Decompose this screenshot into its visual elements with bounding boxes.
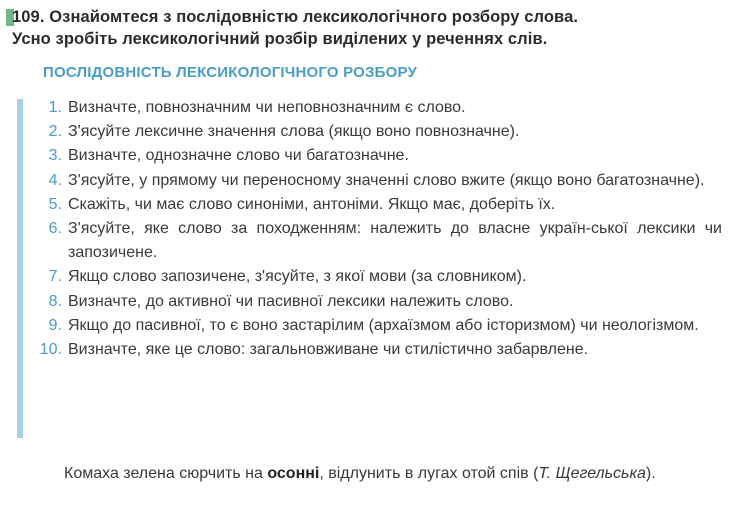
step-number: 3.: [48, 147, 62, 165]
step-text: Визначте, однозначне слово чи багатозначне.: [68, 147, 409, 165]
section-title: ПОСЛІДОВНІСТЬ ЛЕКСИКОЛОГІЧНОГО РОЗБОРУ: [43, 64, 418, 81]
example-text-end: ).: [645, 465, 656, 482]
example-text-after: , відлунить в лугах отой спів (: [319, 465, 539, 482]
highlighted-word: осонні: [267, 465, 320, 482]
step-number: 10.: [39, 341, 62, 359]
step-text: З'ясуйте, яке слово за походженням: належить до власне україн-ської лексики чи запозичене.: [68, 220, 722, 262]
step-item: [30, 120, 730, 144]
step-number: 5.: [48, 195, 62, 213]
step-item: [30, 96, 730, 120]
step-item: [30, 290, 730, 314]
step-text: Визначте, яке це слово: загальновживане чи стилістично забарвлене.: [68, 341, 589, 359]
task-number: 109.: [12, 8, 45, 26]
step-number: 1.: [48, 99, 62, 116]
step-number: 4.: [48, 171, 62, 189]
step-item: [30, 217, 730, 265]
task-number-wrap: [6, 6, 45, 28]
steps-side-bar: [17, 99, 23, 438]
steps-list: [30, 96, 730, 362]
step-text: Скажіть, чи має слово синоніми, антоніми. Якщо має, доберіть їх.: [68, 195, 556, 213]
step-number: 6.: [48, 220, 62, 238]
step-number: 2.: [48, 123, 62, 141]
task-instruction-line-1: Ознайомтеся з послідовністю лексикологічного розбору слова.: [49, 8, 579, 26]
step-item: [30, 265, 730, 289]
task-heading: [6, 6, 736, 50]
example-text-before: Комаха зелена сюрчить на: [64, 465, 268, 482]
step-number: 9.: [48, 316, 62, 334]
step-text: З'ясуйте, у прямому чи переносному значенні слово вжите (якщо воно багатозначне).: [68, 171, 705, 189]
step-text: Визначте, повнозначним чи неповнозначним є слово.: [68, 99, 466, 116]
step-item: [30, 193, 730, 217]
step-item: [30, 314, 730, 338]
step-text: Визначте, до активної чи пасивної лексики належить слово.: [68, 292, 514, 310]
step-number: 8.: [48, 292, 62, 310]
task-instruction-line-2: Усно зробіть лексикологічний розбір виділених у реченнях слів.: [12, 30, 548, 48]
step-item: [30, 338, 730, 362]
example-author: Т. Щегельська: [538, 465, 646, 482]
example-sentence: [38, 462, 696, 486]
step-item: [30, 144, 730, 168]
step-text: Якщо до пасивної, то є воно застарілим (архаїзмом або історизмом) чи неологізмом.: [68, 316, 699, 334]
step-item: [30, 169, 730, 193]
step-text: З'ясуйте лексичне значення слова (якщо воно повнозначне).: [68, 123, 520, 141]
step-number: 7.: [48, 268, 62, 286]
step-text: Якщо слово запозичене, з'ясуйте, з якої мови (за словником).: [68, 268, 527, 286]
